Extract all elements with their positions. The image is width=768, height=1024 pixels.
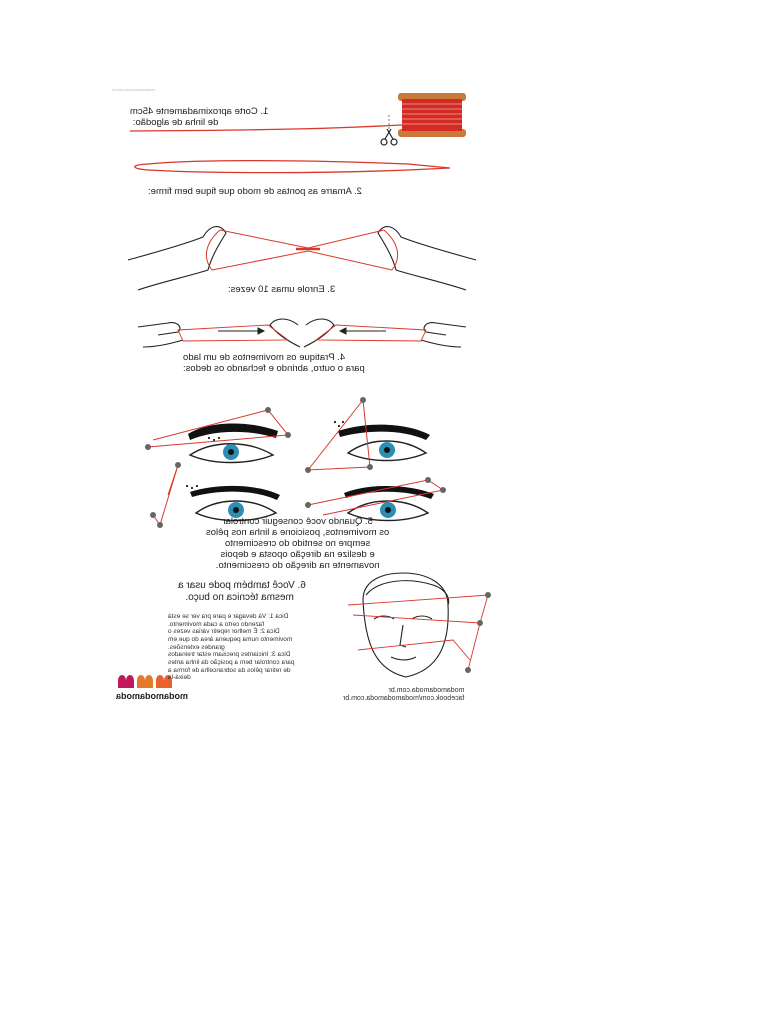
brand-name: modamodamoda — [116, 691, 189, 701]
thread-loop — [135, 161, 450, 173]
direction-arrows — [218, 328, 386, 334]
step-3-text: 3. Enrole umas 10 vezes: — [228, 284, 336, 295]
illustrations — [108, 85, 496, 703]
tips-text: Dica 1: Vá devagar e pare pra ver se está fazendo certo a cada movimento. Dica 2: É melhor repetir várias vezes o movimento numa pequena área do que em grandes extensões. Dica 3: Iniciantes precisam estar treinados para controlar bem a posição da linha antes de retirar pêlos da sobrancelha de forma a deixá-la — [168, 613, 295, 682]
step-1-text: 1. Corte aproximadamente 45cm de linha de algodão: — [130, 106, 269, 128]
watermark: modamodamoda.com.br — [112, 87, 156, 92]
eye-icon — [188, 423, 278, 462]
spool-icon — [398, 93, 466, 137]
practice-thread — [178, 325, 426, 341]
step-5-text: 5. Quando você conseguir controlar os movimentos, posicione a linha nos pêlos sempre no sentido do crescimento e deslize na direção oposta e depois novamente na direção do crescimento. — [206, 516, 390, 571]
scissors-icon — [381, 129, 397, 145]
step-2-text: 2. Amarre as pontas de modo que fique bem firme: — [148, 186, 362, 197]
eye-icon — [338, 425, 430, 461]
hands-icon — [128, 227, 476, 290]
step-4-text: 4. Pratique os movimentos de um lado para o outro, abrindo e fechando os dedos: — [183, 352, 365, 374]
twisted-thread — [206, 230, 397, 270]
face-icon — [363, 573, 449, 677]
step-6-text: 6. Você também pode usar a mesma técnica no buço. — [178, 580, 306, 603]
face-thread — [348, 595, 488, 670]
footer-links: modamodamoda.com.br facebook.com/modamodamoda.com.br — [343, 687, 465, 703]
instruction-sheet — [108, 85, 496, 703]
hands-icon — [138, 319, 466, 347]
logo-icon — [118, 675, 172, 688]
